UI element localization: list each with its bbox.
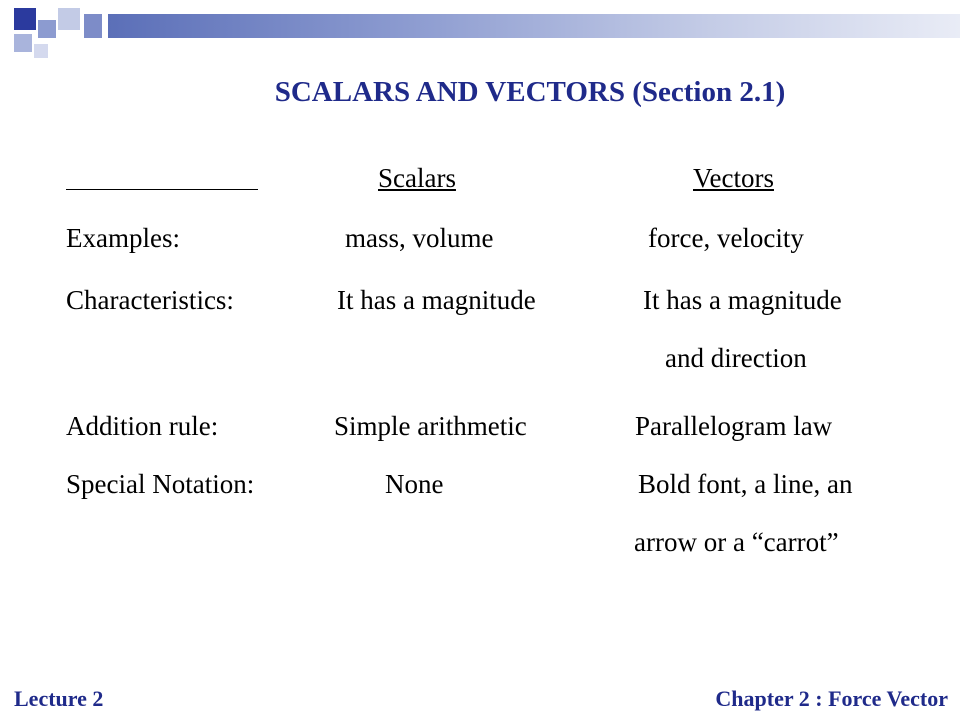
slide-title: SCALARS AND VECTORS (Section 2.1) (274, 76, 786, 108)
scalar-addition-rule: Simple arithmetic (334, 411, 527, 441)
top-gradient-bar (108, 14, 960, 38)
vector-addition-rule: Parallelogram law (635, 411, 833, 441)
scalar-special-notation: None (385, 469, 444, 499)
scalars-column-header: Scalars (378, 163, 456, 193)
vector-special-notation-line-1: Bold font, a line, an (638, 469, 853, 499)
corner-square-bottom (34, 44, 48, 58)
corner-square-right (84, 14, 102, 38)
row-label-special-notation: Special Notation: (66, 469, 255, 499)
corner-square-dark (14, 8, 36, 30)
vector-examples: force, velocity (648, 223, 804, 253)
corner-square-light (58, 8, 80, 30)
row-label-examples: Examples: (66, 223, 180, 253)
scalar-characteristics: It has a magnitude (337, 285, 536, 315)
footer-lecture: Lecture 2 (14, 686, 104, 711)
row-label-characteristics: Characteristics: (66, 285, 234, 315)
footer-chapter: Chapter 2 : Force Vector (715, 686, 948, 711)
scalar-examples: mass, volume (345, 223, 494, 253)
corner-square-left (14, 34, 32, 52)
corner-square-mid (38, 20, 56, 38)
vectors-column-header: Vectors (693, 163, 774, 193)
label-column-header-rule (66, 189, 258, 190)
vector-characteristics-line-1: It has a magnitude (643, 285, 842, 315)
vector-special-notation-line-2: arrow or a “carrot” (634, 527, 839, 557)
vector-characteristics-line-2: and direction (665, 343, 807, 373)
row-label-addition-rule: Addition rule: (66, 411, 219, 441)
